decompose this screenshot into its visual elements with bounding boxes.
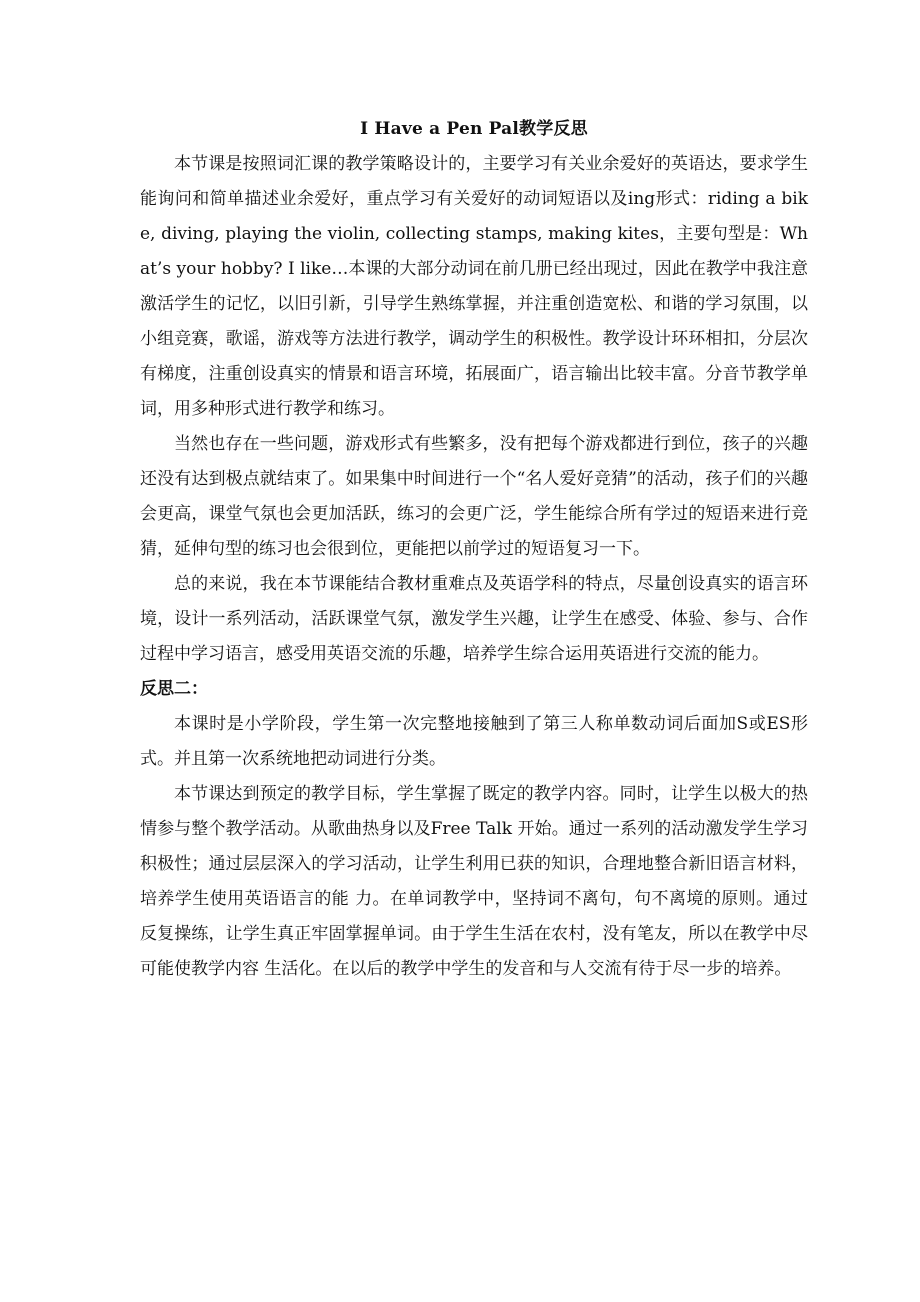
paragraph-2: 当然也存在一些问题，游戏形式有些繁多，没有把每个游戏都进行到位，孩子的兴趣还没有达到极点就结束了。如果集中时间进行一个“名人爱好竞猜”的活动，孩子们的兴趣会更高，课堂气氛也会更加活跃，练习的会更广泛，学生能综合所有学过的短语来进行竞猜，延伸句型的练习也会很到位，更能把以前学过的短语复习一下。 [140, 434, 808, 559]
paragraph-5: 本节课达到预定的教学目标，学生掌握了既定的教学内容。同时，让学生以极大的热情参与整个教学活动。从歌曲热身以及Free Talk 开始。通过一系列的活动激发学生学习积极性；通过层层深入的学习活动，让学生利用已获的知识，合理地整合新旧语言材料，培养学生使用英语语言的能 力。在单词教学中，坚持词不离句，句不离境的原则。通过反复操练，让学生真正牢固掌握单词。由于学生生活在农村，没有笔友，所以在教学中尽可能使教学内容 生活化。在以后的教学中学生的发音和与人交流有待于尽一步的培养。 [140, 784, 808, 979]
document-page [140, 115, 808, 987]
paragraph-1: 本节课是按照词汇课的教学策略设计的，主要学习有关业余爱好的英语达，要求学生能询问和简单描述业余爱好，重点学习有关爱好的动词短语以及ing形式：riding a bike, diving, playing the violin, collecting stamps, making kites，主要句型是：What’s your hobby? I like…本课的大部分动词在前几册已经出现过，因此在教学中我注意激活学生的记忆，以旧引新，引导学生熟练掌握，并注重创造宽松、和谐的学习氛围，以小组竞赛，歌谣，游戏等方法进行教学，调动学生的积极性。教学设计环环相扣，分层次有梯度，注重创设真实的情景和语言环境，拓展面广，语言输出比较丰富。分音节教学单词，用多种形式进行教学和练习。 [140, 154, 808, 419]
paragraph-4: 本课时是小学阶段，学生第一次完整地接触到了第三人称单数动词后面加S或ES形式。并且第一次系统地把动词进行分类。 [140, 714, 808, 769]
paragraph-3: 总的来说，我在本节课能结合教材重难点及英语学科的特点，尽量创设真实的语言环境，设计一系列活动，活跃课堂气氛，激发学生兴趣，让学生在感受、体验、参与、合作过程中学习语言，感受用英语交流的乐趣，培养学生综合运用英语进行交流的能力。 [140, 574, 808, 664]
section-2-heading: 反思二： [140, 679, 208, 699]
document-title: I Have a Pen Pal教学反思 [360, 119, 588, 139]
